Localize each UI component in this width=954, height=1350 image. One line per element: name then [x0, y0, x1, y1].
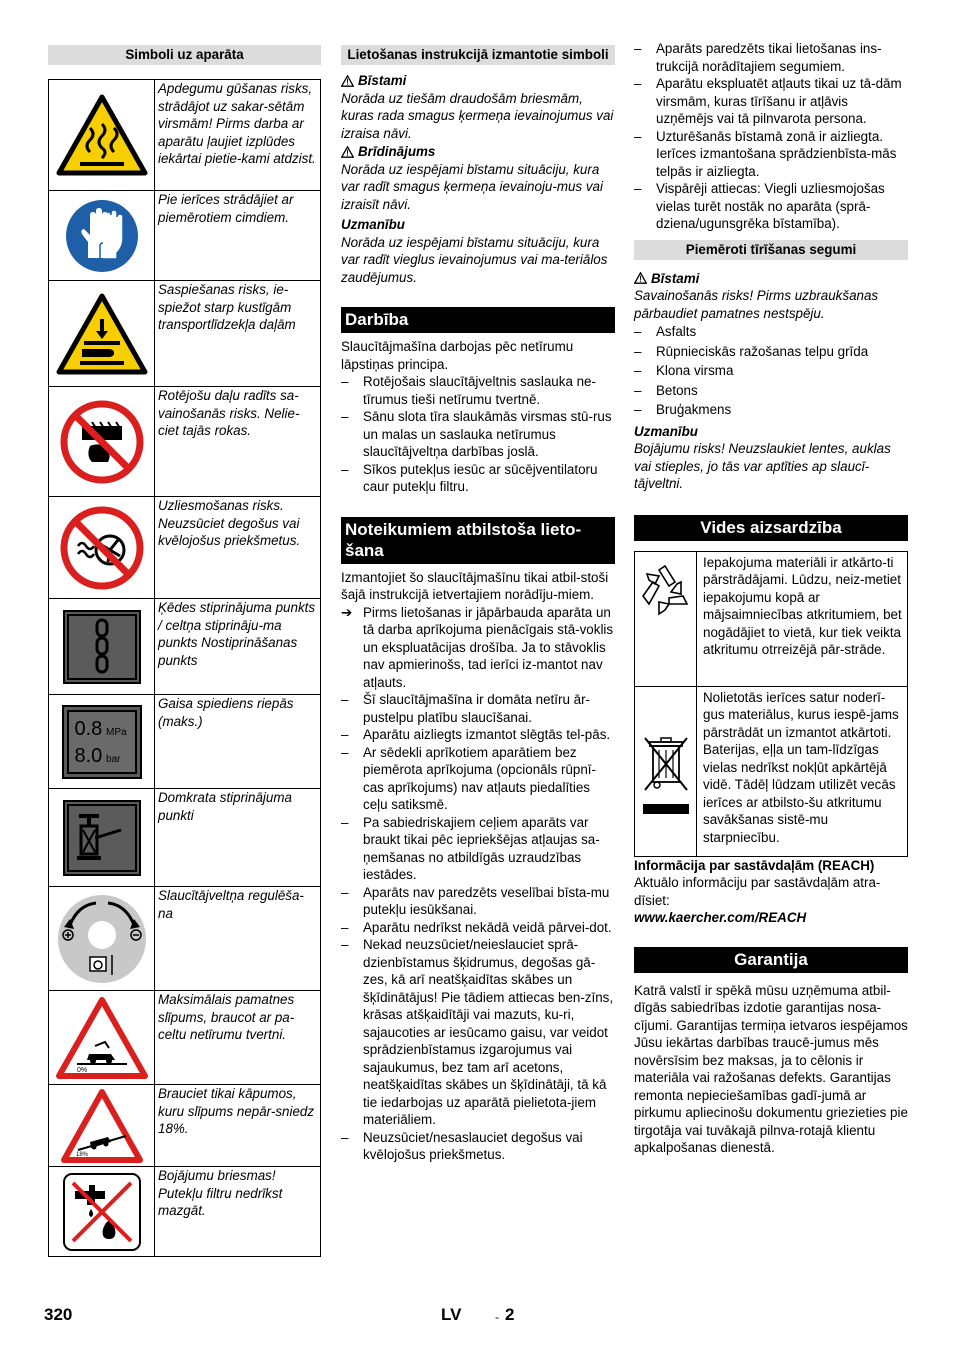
symbol-description: Uzliesmošanas risks. Neuzsūciet degošus vai kvēlojošus priekšmetus. [158, 498, 301, 548]
table-row [49, 1166, 320, 1256]
usage-section-title: Noteikumiem atbilstoša lieto-šana [341, 517, 615, 564]
section-number: 2 [505, 1305, 515, 1324]
environment-section-title: Vides aizsardzība [634, 515, 908, 541]
symbol-description: Slaucītājveltņa regulēša-na [158, 888, 304, 921]
table-row [49, 280, 320, 386]
no-wash-filter-icon [49, 1167, 155, 1256]
surfaces-list [634, 322, 908, 420]
table-row [49, 1084, 320, 1166]
table-row [49, 886, 320, 990]
list-item: – Aparāts paredzēts tikai lietošanas ins-trukcijā norādītajiem segumiem. [634, 40, 908, 75]
darbiba-list [341, 373, 615, 496]
no-reach-rotating-parts-icon [49, 387, 155, 496]
list-item: – Sānu slota tīra slaukāmās virsmas stū-rus un malas un saslauka netīrumus slaucītājveltņa darbības joslā. [341, 408, 615, 461]
symbol-description: Maksimālais pamatnes slīpums, braucot ar pa-celtu netīrumu tvertni. [158, 992, 295, 1042]
list-item: – Sīkos putekļus iesūc ar sūcējventilatoru caur putekļu filtru. [341, 461, 615, 496]
warning-heading: Brīdinājums [341, 143, 615, 161]
darbiba-intro: Slaucītājmašīna darbojas pēc netīrumu lāpstiņas principa. [341, 339, 574, 372]
list-item: – Neuzsūciet/nesaslauciet degošus vai kvēlojošus priekšmetus. [341, 1129, 615, 1164]
max-slope-warning-icon [49, 991, 155, 1084]
list-item: – Bruģakmens [634, 400, 908, 420]
warning-triangle-icon [341, 146, 354, 158]
table-row [49, 598, 320, 694]
symbol-description: Gaisa spiediens riepās (maks.) [158, 696, 294, 729]
list-item: – Aparātu ekspluatēt atļauts tikai uz tā-dām virsmām, kuras tīrīšanu ir atļāvis uzņēmējs vai tā pilnvarota persona. [634, 75, 908, 128]
slope-label: 0% [76, 1066, 87, 1074]
list-item: – Rotējošais slaucītājveltnis saslauka ne-tīrumus tieši netīrumu tvertnē. [341, 373, 615, 408]
list-item: – Uzturēšanās bīstamā zonā ir aizliegta. Ierīces izmantošana sprādzienbīsta-mās telpās ir aizliegta. [634, 128, 908, 181]
table-row [635, 552, 907, 686]
warranty-text: Katrā valstī ir spēkā mūsu uzņēmuma atbil-dīgās sabiedrības izdotie garantijas nosa-cījumi. Garantijas termiņa ietvaros iespējamos Jūsu iekārtas darbības traucē-jumus mēs novērsīsim bez maksas, ja to cēlonis ir materiāla vai ražošanas defekts. Garantijas remonta nepieciešamības gadī-jumā ar pirkumu apliecinošu dokumentu griezieties pie tirgotāja vai tuvākajā pilnva-rotajā klientu apkalpošanas dienestā. [634, 982, 908, 1155]
list-item: – Klona virsma [634, 361, 908, 381]
usage-intro: Izmantojiet šo slaucītājmašīnu tikai atbil-stoši šajā instrukcijā ietvertajiem norādīju-miem. [341, 569, 609, 602]
symbol-description: Saspiešanas risks, ie-spiežot starp kustīgām transportlīdzekļa daļām [158, 282, 296, 332]
language-code: LV [441, 1305, 462, 1324]
environment-packaging-text: Iepakojuma materiāli ir atkārto-ti pārstrādājami. Lūdzu, neiz-metiet iepakojumu kopā ar mājsaimniecības atkritumiem, bet nogādājiet to vietā, kur tiek veikta atkritumu otrreizējā pār-strāde. [703, 554, 902, 657]
list-item: – Aparātu nedrīkst nekādā veidā pārvei-dot. [341, 919, 615, 937]
danger-text: Norāda uz tiešām draudošām briesmām, kuras rada smagus ķermeņa ievainojumus vai izraisa nāvi. [341, 90, 614, 141]
list-item: – Asfalts [634, 322, 908, 342]
table-row [49, 496, 320, 598]
table-row [49, 386, 320, 496]
slope-label: 18% [75, 1151, 88, 1158]
list-item: – Rūpnieciskās ražošanas telpu grīda [634, 342, 908, 362]
symbol-description: Pie ierīces strādājiet ar piemērotiem cimdiem. [158, 192, 294, 225]
hand-crush-warning-icon [49, 281, 155, 386]
usage-list-continued [634, 40, 908, 233]
table-row [49, 694, 320, 788]
tyre-pressure-icon [49, 695, 155, 788]
warning-triangle-icon [341, 75, 354, 87]
darbiba-section-title: Darbība [341, 307, 615, 333]
list-item: – Aparāts nav paredzēts veselībai bīsta-mu putekļu iesūkšanai. [341, 884, 615, 919]
pressure-value-mpa: 0.8 [74, 717, 103, 740]
no-hot-objects-icon [49, 497, 155, 598]
symbols-header: Simboli uz aparāta [48, 45, 321, 65]
symbol-description: Brauciet tikai kāpumos, kuru slīpums nepār-sniedz 18%. [158, 1086, 315, 1136]
list-item: – Betons [634, 381, 908, 401]
pressure-unit-bar: bar [106, 753, 121, 765]
column-symbols [48, 45, 321, 1257]
reach-link[interactable]: www.kaercher.com/REACH [634, 910, 807, 925]
list-item: – Nekad neuzsūciet/neieslauciet sprā-dzienbīstamus šķidrumus, degošas gā-zes, kā arī neatšķaidītas skābes un šķīdinātājus! Pie tādiem attiecas ben-zīns, krāsas atšķaidītāji vai mazuts, ku-ri, sajaucoties ar iesūcamo gaisu, var veidot sprādzienbīstamus izgarojumus vai sajaukumus, bez tam arī acetons, neatšķaidītas skābes un šķīdinātāji, tā kā tie iedarbojas uz aparātā pielietota-jiem materiāliem. [341, 936, 615, 1129]
page-number: 320 [44, 1305, 73, 1324]
usage-arrow-item: ➔ Pirms lietošanas ir jāpārbauda aparāta un tā darba aprīkojuma pienācīgais stā-voklis un ekspluatācijas drošība. Ja to stāvoklis nav apmierinošs, tad ierīci iz-mantot nav atļauts. [341, 604, 614, 690]
instruction-symbols-header: Lietošanas instrukcijā izmantotie simboli [341, 45, 615, 65]
usage-list [341, 691, 615, 1164]
list-item: – Vispārēji attiecas: Viegli uzliesmojošas vielas turēt nostāk no aparāta (sprā-dziena/ugunsgrēka bīstamība). [634, 180, 908, 233]
uphill-only-warning-icon [49, 1085, 155, 1166]
table-row [49, 788, 320, 886]
footer-separator: - [495, 1310, 499, 1324]
symbol-description: Bojājumu briesmas! Putekļu filtru nedrīkst mazgāt. [158, 1168, 283, 1218]
symbol-description: Ķēdes stiprinājuma punkts / celtņa stiprināju-ma punkts Nostiprināšanas punkts [158, 600, 316, 668]
table-row [635, 686, 907, 856]
surfaces-header: Piemēroti tīrīšanas segumi [634, 240, 908, 260]
hot-surface-warning-icon [49, 80, 155, 190]
surfaces-danger-heading: Bīstami [634, 270, 908, 288]
warranty-section-title: Garantija [634, 947, 908, 973]
arrow-right-icon: ➔ [341, 604, 353, 620]
surfaces-caution-text: Bojājumu risks! Neuzslaukiet lentes, auklas vai stieples, jo tās var aptīties ap slaucī-tājveltni. [634, 441, 891, 491]
reach-heading: Informācija par sastāvdaļām (REACH) [634, 857, 875, 873]
danger-heading: Bīstami [341, 72, 615, 90]
table-row [49, 990, 320, 1084]
wear-gloves-icon [49, 191, 155, 280]
caution-text: Norāda uz iespējami bīstamu situāciju, kura var radīt vieglus ievainojumus vai ma-teriālos zaudējumus. [341, 234, 608, 285]
symbols-table [48, 79, 321, 1257]
list-item: – Pa sabiedriskajiem ceļiem aparāts var braukt tikai pēc iepriekšējas atļaujas sa-ņemšanas no atbildīgās uzraudzības iestādes. [341, 814, 615, 884]
recycling-icon [635, 552, 697, 686]
column-instructions [341, 45, 615, 1164]
chain-fixing-point-icon [49, 599, 155, 694]
environment-table [634, 551, 908, 857]
pressure-value-bar: 8.0 [74, 744, 103, 767]
jack-point-icon [49, 789, 155, 886]
reach-text: Aktuālo informāciju par sastāvdaļām atra-dīsiet: [634, 875, 881, 908]
table-row [49, 80, 320, 190]
surfaces-caution-heading: Uzmanību [634, 423, 698, 439]
list-item: – Ar sēdekli aprīkotiem aparātiem bez piemērota aprīkojuma (opcionāls rūpnī-cas aprīkojums) nav atļauts piedalīties ceļu satiksmē. [341, 744, 615, 814]
caution-heading: Uzmanību [341, 217, 405, 232]
surfaces-danger-text: Savainošanās risks! Pirms uzbraukšanas pārbaudiet pamatnes nestspēju. [634, 288, 879, 321]
list-item: – Šī slaucītājmašīna ir domāta netīru ār-pustelpu platību slaucīšanai. [341, 691, 615, 726]
table-row [49, 190, 320, 280]
pressure-unit-mpa: MPa [106, 726, 127, 738]
symbol-description: Rotējošu daļu radīts sa-vainošanās risks. Nelie-ciet tajās rokas. [158, 388, 300, 438]
warning-text: Norāda uz iespējami bīstamu situāciju, kura var radīt smagus ķermeņa ievainoju-mus vai izraisīt nāvi. [341, 161, 603, 212]
sweeper-roller-adjust-icon [49, 887, 155, 990]
list-item: – Aparātu aizliegts izmantot slēgtās tel-pās. [341, 726, 615, 744]
symbol-description: Apdegumu gūšanas risks, strādājot uz sakar-sētām virsmām! Pirms darba ar aparātu ļaujiet izplūdes iekārtai pietie-kami atdzist. [158, 81, 316, 166]
column-surfaces-environment [634, 40, 908, 1157]
symbol-description: Domkrata stiprinājuma punkti [158, 790, 292, 823]
warning-triangle-icon [634, 272, 647, 284]
environment-disposal-text: Nolietotās ierīces satur noderī-gus materiālus, kurus iespē-jams pārstrādāt un izmantot atkārtoti. Baterijas, eļļa un tam-līdzīgas vielas nedrīkst nokļūt apkārtējā vidē. Tādēļ lūdzam utilizēt vecās ierīces ar atbilsto-šu atkritumu savākšanas sistē-mu starpniecību. [703, 689, 899, 845]
crossed-bin-icon [635, 687, 697, 856]
